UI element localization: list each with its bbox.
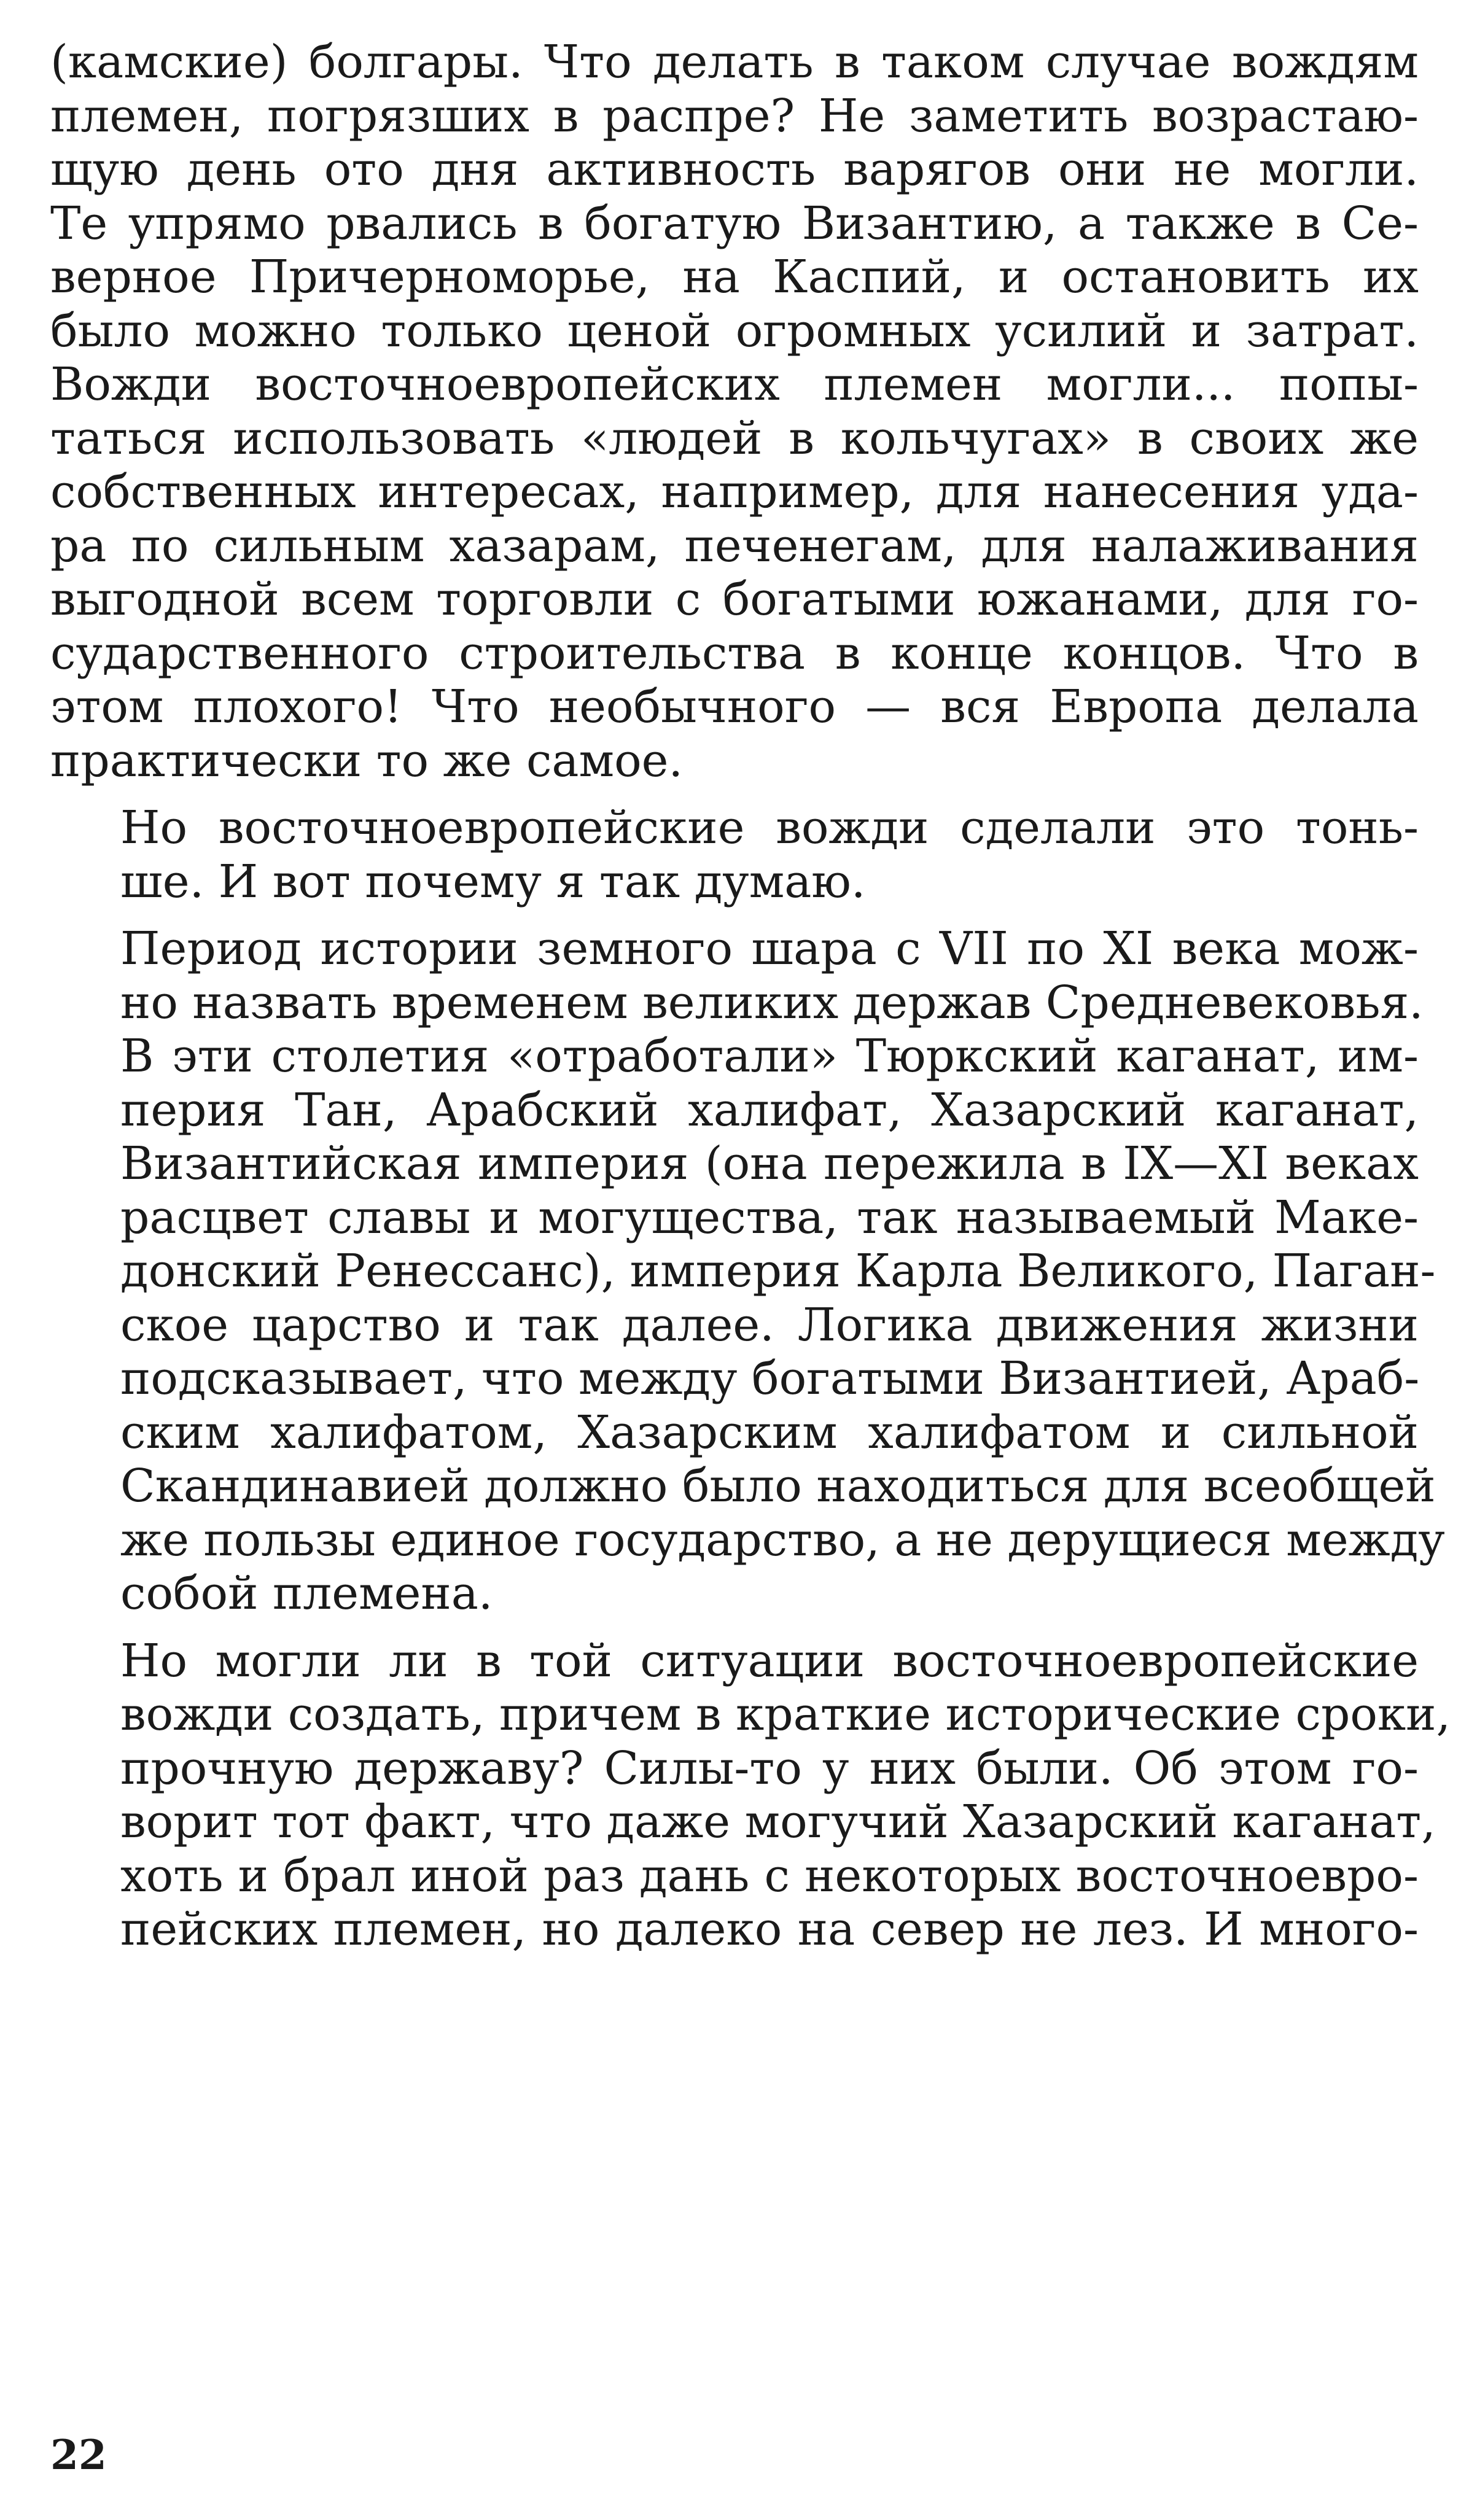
- text-line: Скандинавией должно было находиться для всеобщей: [120, 1460, 1436, 1512]
- text-line: щую день ото дня активность варягов они не могли.: [50, 143, 1419, 196]
- book-page: [50, 36, 1451, 1957]
- text-line: пейских племен, но далеко на север не лез. И много-: [120, 1903, 1419, 1956]
- text-line: ше. И вот почему я так думаю.: [120, 855, 866, 908]
- paragraph-2: [50, 801, 1419, 909]
- text-line: было можно только ценой огромных усилий и затрат.: [50, 304, 1419, 357]
- text-line: Вожди восточноевропейских племен могли... попы-: [50, 358, 1419, 411]
- text-line: Те упрямо рвались в богатую Византию, а также в Се-: [50, 196, 1419, 250]
- paragraph-4: [50, 1634, 1451, 1957]
- text-line: но назвать временем великих держав Средневековья.: [120, 976, 1424, 1029]
- text-line: сударственного строительства в конце концов. Что в: [50, 626, 1419, 680]
- text-line: этом плохого! Что необычного — вся Европа делала: [50, 680, 1419, 733]
- text-line: подсказывает, что между богатыми Византией, Араб-: [120, 1352, 1420, 1405]
- body-text: [50, 36, 1451, 1957]
- text-line: ра по сильным хазарам, печенегам, для налаживания: [50, 519, 1419, 572]
- text-line: ским халифатом, Хазарским халифатом и сильной: [120, 1406, 1419, 1459]
- text-line: племен, погрязших в распре? Не заметить возрастаю-: [50, 89, 1419, 142]
- text-line: Но восточноевропейские вожди сделали это тонь-: [120, 801, 1419, 854]
- text-line: донский Ренессанс), империя Карла Великого, Паган-: [120, 1245, 1436, 1297]
- text-line: (камские) болгары. Что делать в таком случае вождям: [50, 36, 1419, 88]
- text-line: собой племена.: [120, 1567, 493, 1620]
- text-line: Но могли ли в той ситуации восточноевропейские: [120, 1634, 1419, 1687]
- text-line: хоть и брал иной раз дань с некоторых восточноевро-: [120, 1849, 1419, 1902]
- text-line: ворит тот факт, что даже могучий Хазарский каганат,: [120, 1795, 1436, 1848]
- text-line: перия Тан, Арабский халифат, Хазарский каганат,: [120, 1083, 1419, 1137]
- text-line: выгодной всем торговли с богатыми южанами, для го-: [50, 573, 1419, 626]
- text-line: расцвет славы и могущества, так называемый Маке-: [120, 1191, 1419, 1244]
- paragraph-3: [50, 922, 1445, 1621]
- page-number: 22: [50, 2431, 107, 2479]
- text-line: ское царство и так далее. Логика движения жизни: [120, 1298, 1419, 1351]
- text-line: же пользы единое государство, а не дерущиеся между: [120, 1513, 1445, 1566]
- text-line: Византийская империя (она пережила в IX—XI веках: [120, 1137, 1419, 1190]
- text-line: вожди создать, причем в краткие исторические сроки,: [120, 1688, 1451, 1741]
- text-line: прочную державу? Силы-то у них были. Об этом го-: [120, 1741, 1419, 1795]
- text-line: практически то же самое.: [50, 734, 683, 787]
- text-line: В эти столетия «отработали» Тюркский каганат, им-: [120, 1030, 1419, 1083]
- text-line: Период истории земного шара с VII по XI века мож-: [120, 922, 1419, 975]
- paragraph-1: [50, 36, 1419, 788]
- text-line: собственных интересах, например, для нанесения уда-: [50, 465, 1419, 518]
- text-line: верное Причерноморье, на Каспий, и остановить их: [50, 251, 1419, 303]
- text-line: таться использовать «людей в кольчугах» в своих же: [50, 411, 1419, 465]
